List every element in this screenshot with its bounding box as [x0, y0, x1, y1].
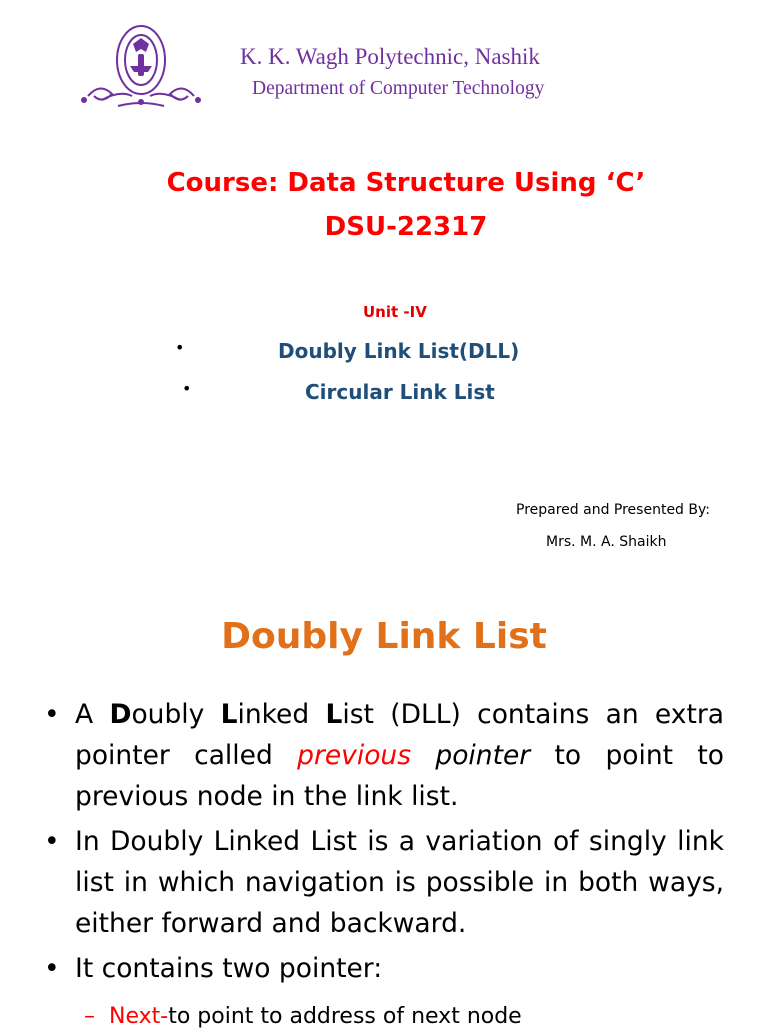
institute-name: K. K. Wagh Polytechnic, Nashik	[240, 44, 540, 69]
department-name: Department of Computer Technology	[252, 78, 545, 99]
bullet-dot-icon: •	[175, 338, 185, 357]
dash-icon: –	[84, 1004, 95, 1029]
slide-title: Doubly Link List	[221, 616, 547, 657]
content-slide	[0, 576, 768, 1029]
emphasis-previous: previous	[297, 740, 412, 771]
bullet-list	[44, 694, 724, 1035]
bullet-dot-icon: •	[182, 379, 192, 398]
bullet-dot-icon: •	[44, 699, 60, 730]
text-run: A	[75, 699, 110, 730]
term-next: Next-	[109, 1004, 169, 1029]
text-run: to point to address of next node	[168, 1004, 522, 1029]
bullet-dot-icon: •	[44, 826, 60, 857]
list-item	[44, 821, 724, 944]
text-run: In Doubly Linked List is a variation of singly link list in which navigation is possible in both ways, either forward and backward.	[75, 826, 724, 939]
bold-letter: L	[220, 699, 238, 730]
course-title: Course: Data Structure Using ‘C’	[166, 168, 646, 198]
bullet-dot-icon: •	[44, 953, 60, 984]
text-run: oubly	[131, 699, 221, 730]
topic-item: Doubly Link List(DLL)	[278, 339, 520, 363]
prepared-by-label: Prepared and Presented By:	[516, 502, 710, 518]
unit-label: Unit -IV	[363, 303, 427, 321]
list-item	[44, 694, 724, 817]
bold-letter: L	[325, 699, 343, 730]
bold-letter: D	[109, 699, 132, 730]
course-code: DSU-22317	[324, 212, 488, 242]
kk-wagh-crest-logo	[78, 20, 204, 112]
topic-item: Circular Link List	[305, 380, 495, 404]
list-item	[44, 948, 724, 989]
text-run: ist (DLL) contains an extra pointer called	[75, 699, 724, 771]
text-run: inked	[237, 699, 326, 730]
sub-list-item	[44, 999, 724, 1035]
emphasis-pointer: pointer	[411, 740, 531, 771]
presenter-name: Mrs. M. A. Shaikh	[546, 534, 667, 550]
text-run: to point to previous node in the link list.	[75, 740, 724, 812]
text-run: It contains two pointer:	[75, 953, 383, 984]
